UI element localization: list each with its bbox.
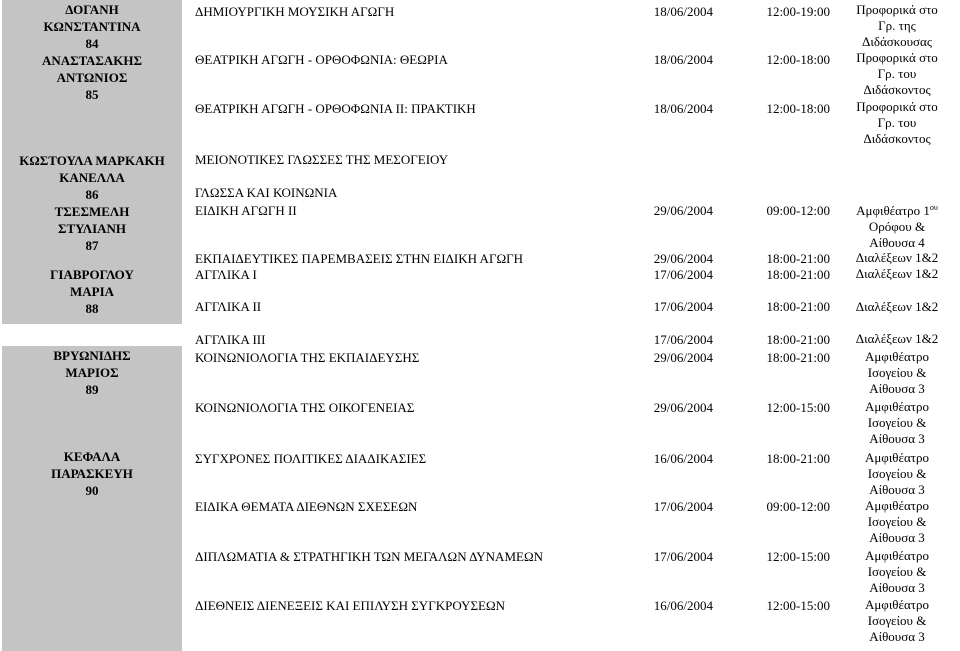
room-line (836, 365, 958, 381)
room-line (836, 299, 958, 315)
instructor-name-line: ΚΩΣΤΟΥΛΑ ΜΑΡΚΑΚΗ (19, 153, 165, 168)
course-row (0, 597, 960, 614)
room-text: Γρ. της (878, 18, 916, 33)
course-date: 18/06/2004 (653, 52, 713, 67)
room-cell (836, 50, 958, 98)
instructor-number: 88 (85, 301, 99, 316)
room-text: Αίθουσα 3 (869, 482, 925, 497)
course-time: 18:00-21:00 (766, 299, 830, 314)
room-text: Αμφιθέατρο 1 (856, 203, 930, 218)
room-line (836, 50, 958, 66)
instructor-number: 89 (85, 382, 99, 397)
room-line (836, 82, 958, 98)
room-text: Αίθουσα 3 (869, 580, 925, 595)
course-row (0, 250, 960, 267)
room-line (836, 514, 958, 530)
course-row (0, 450, 960, 467)
room-cell (836, 548, 958, 596)
room-text: Ισογείου & (867, 564, 927, 579)
room-cell (836, 2, 958, 50)
room-line (836, 66, 958, 82)
instructor-name-line: ΒΡΥΩΝΙΔΗΣ (53, 348, 131, 363)
course-time: 12:00-18:00 (766, 101, 830, 116)
room-text: Διδάσκοντος (863, 82, 931, 97)
room-line (836, 349, 958, 365)
room-superscript: ου (929, 203, 938, 212)
room-line (836, 18, 958, 34)
instructor-name-line: ΚΑΝΕΛΛΑ (59, 170, 125, 185)
course-row (0, 51, 960, 68)
room-line (836, 548, 958, 564)
course-date: 17/06/2004 (653, 549, 713, 564)
room-text: Αμφιθέατρο (864, 548, 930, 563)
course-row (0, 202, 960, 219)
instructor-name-line: ΔΟΓΑΝΗ (65, 2, 119, 17)
room-line (836, 131, 958, 147)
instructor-number: 86 (85, 187, 99, 202)
course-subject: ΜΕΙΟΝΟΤΙΚΕΣ ΓΛΩΣΣΕΣ ΤΗΣ ΜΕΣΟΓΕΙΟΥ (195, 152, 449, 167)
course-row (0, 3, 960, 20)
course-subject: ΚΟΙΝΩΝΙΟΛΟΓΙΑ ΤΗΣ ΟΙΚΟΓΕΝΕΙΑΣ (195, 400, 415, 415)
room-text: Ισογείου & (867, 365, 927, 380)
room-line (836, 250, 958, 266)
room-text: Ορόφου & (868, 219, 926, 234)
course-row (0, 498, 960, 515)
course-date: 29/06/2004 (653, 400, 713, 415)
room-text: Διαλέξεων 1&2 (855, 299, 939, 314)
room-cell (836, 597, 958, 645)
instructor-name-line: ΣΤΥΛΙΑΝΗ (57, 221, 127, 236)
course-row (0, 331, 960, 348)
room-text: Αίθουσα 3 (869, 431, 925, 446)
course-row (0, 151, 960, 168)
course-subject: ΘΕΑΤΡΙΚΗ ΑΓΩΓΗ - ΟΡΘΟΦΩΝΙΑ: ΘΕΩΡΙΑ (195, 52, 448, 67)
room-text: Διαλέξεων 1&2 (855, 250, 939, 265)
course-time: 18:00-21:00 (766, 332, 830, 347)
course-time: 18:00-21:00 (766, 267, 830, 282)
course-date: 18/06/2004 (653, 101, 713, 116)
room-text: Διαλέξεων 1&2 (855, 266, 939, 281)
course-subject: ΚΟΙΝΩΝΙΟΛΟΓΙΑ ΤΗΣ ΕΚΠΑΙΔΕΥΣΗΣ (195, 350, 420, 365)
room-text: Προφορικά στο (856, 99, 938, 114)
room-line (836, 530, 958, 546)
room-line (836, 613, 958, 629)
room-line (836, 482, 958, 498)
instructor-name-line: ΑΝΤΩΝΙΟΣ (56, 70, 128, 85)
room-line (836, 450, 958, 466)
course-time: 12:00-15:00 (766, 400, 830, 415)
room-text: Αίθουσα 3 (869, 530, 925, 545)
instructor-name-line: ΚΕΦΑΛΑ (63, 449, 121, 464)
course-subject: ΕΙΔΙΚΗ ΑΓΩΓΗ ΙΙ (195, 203, 297, 218)
room-text: Ισογείου & (867, 466, 927, 481)
room-line (836, 399, 958, 415)
course-date: 17/06/2004 (653, 499, 713, 514)
room-line (836, 99, 958, 115)
instructor-name-line: ΓΙΑΒΡΟΓΛΟΥ (50, 267, 134, 282)
room-text: Αμφιθέατρο (864, 399, 930, 414)
instructor-name-line: ΜΑΡΙΟΣ (65, 365, 119, 380)
room-text: Αίθουσα 3 (869, 629, 925, 644)
room-line (836, 580, 958, 596)
course-date: 18/06/2004 (653, 4, 713, 19)
room-line (836, 629, 958, 645)
room-line (836, 115, 958, 131)
course-subject: ΕΚΠΑΙΔΕΥΤΙΚΕΣ ΠΑΡΕΜΒΑΣΕΙΣ ΣΤΗΝ ΕΙΔΙΚΗ ΑΓΩΓΗ (195, 251, 524, 266)
room-line (836, 34, 958, 50)
course-row (0, 349, 960, 366)
room-text: Προφορικά στο (856, 50, 938, 65)
course-date: 29/06/2004 (653, 203, 713, 218)
course-subject: ΑΓΓΛΙΚΑ ΙΙΙ (195, 332, 266, 347)
room-line (836, 219, 958, 235)
room-text: Αμφιθέατρο (864, 450, 930, 465)
course-subject: ΑΓΓΛΙΚΑ ΙΙ (195, 299, 262, 314)
course-time: 09:00-12:00 (766, 499, 830, 514)
course-time: 12:00-15:00 (766, 598, 830, 613)
room-text: Αμφιθέατρο (864, 349, 930, 364)
instructor-number: 90 (85, 483, 99, 498)
course-row (0, 266, 960, 283)
course-time: 18:00-21:00 (766, 350, 830, 365)
instructor-name-line: ΜΑΡΙΑ (69, 284, 115, 299)
instructor-number: 87 (85, 238, 99, 253)
course-subject: ΘΕΑΤΡΙΚΗ ΑΓΩΓΗ - ΟΡΘΟΦΩΝΙΑ ΙΙ: ΠΡΑΚΤΙΚΗ (195, 101, 476, 116)
course-row (0, 184, 960, 201)
room-cell (836, 299, 958, 315)
course-date: 17/06/2004 (653, 267, 713, 282)
course-row (0, 100, 960, 117)
room-text: Γρ. του (877, 66, 917, 81)
course-subject: ΔΗΜΙΟΥΡΓΙΚΗ ΜΟΥΣΙΚΗ ΑΓΩΓΗ (195, 4, 395, 19)
room-line (836, 431, 958, 447)
room-cell (836, 331, 958, 347)
room-cell (836, 266, 958, 282)
room-line (836, 498, 958, 514)
course-subject: ΔΙΠΛΩΜΑΤΙΑ & ΣΤΡΑΤΗΓΙΚΗ ΤΩΝ ΜΕΓΑΛΩΝ ΔΥΝΑΜΕΩΝ (195, 549, 543, 564)
room-line (836, 266, 958, 282)
course-date: 16/06/2004 (653, 451, 713, 466)
course-time: 12:00-15:00 (766, 549, 830, 564)
room-text: Ισογείου & (867, 415, 927, 430)
room-text: Αίθουσα 4 (869, 235, 925, 250)
room-text: Ισογείου & (867, 613, 927, 628)
course-time: 18:00-21:00 (766, 251, 830, 266)
room-line (836, 415, 958, 431)
instructor-number: 84 (85, 36, 99, 51)
room-line (836, 597, 958, 613)
room-line (836, 200, 958, 219)
course-date: 16/06/2004 (653, 598, 713, 613)
course-date: 17/06/2004 (653, 332, 713, 347)
course-row (0, 548, 960, 565)
course-subject: ΓΛΩΣΣΑ ΚΑΙ ΚΟΙΝΩΝΙΑ (195, 185, 338, 200)
course-subject: ΣΥΓΧΡΟΝΕΣ ΠΟΛΙΤΙΚΕΣ ΔΙΑΔΙΚΑΣΙΕΣ (195, 451, 427, 466)
course-time: 09:00-12:00 (766, 203, 830, 218)
course-subject: ΕΙΔΙΚΑ ΘΕΜΑΤΑ ΔΙΕΘΝΩΝ ΣΧΕΣΕΩΝ (195, 499, 418, 514)
instructor-name-line: ΠΑΡΑΣΚΕΥΗ (51, 466, 133, 481)
room-cell (836, 349, 958, 397)
course-date: 17/06/2004 (653, 299, 713, 314)
room-cell (836, 399, 958, 447)
course-date: 29/06/2004 (653, 350, 713, 365)
course-row (0, 399, 960, 416)
room-text: Αμφιθέατρο (864, 498, 930, 513)
room-line (836, 2, 958, 18)
room-line (836, 564, 958, 580)
instructor-name-line: ΑΝΑΣΤΑΣΑΚΗΣ (41, 53, 143, 68)
course-date: 29/06/2004 (653, 251, 713, 266)
room-text: Προφορικά στο (856, 2, 938, 17)
room-line (836, 331, 958, 347)
room-text: Γρ. του (877, 115, 917, 130)
course-time: 18:00-21:00 (766, 451, 830, 466)
room-text: Διδάσκοντος (863, 131, 931, 146)
room-text: Διαλέξεων 1&2 (855, 331, 939, 346)
room-line (836, 235, 958, 251)
course-time: 12:00-19:00 (766, 4, 830, 19)
room-cell (836, 250, 958, 266)
course-row (0, 298, 960, 315)
room-cell (836, 450, 958, 498)
instructor-name-line: ΚΩΝΣΤΑΝΤΙΝΑ (43, 19, 141, 34)
room-line (836, 466, 958, 482)
course-time: 12:00-18:00 (766, 52, 830, 67)
instructor-number: 85 (85, 87, 99, 102)
course-subject: ΔΙΕΘΝΕΙΣ ΔΙΕΝΕΞΕΙΣ ΚΑΙ ΕΠΙΛΥΣΗ ΣΥΓΚΡΟΥΣΕΩΝ (195, 598, 506, 613)
room-cell (836, 200, 958, 251)
room-text: Αίθουσα 3 (869, 381, 925, 396)
room-text: Αμφιθέατρο (864, 597, 930, 612)
room-text: Διδάσκουσας (862, 34, 932, 49)
instructor-name-line: ΤΣΕΣΜΕΛΗ (54, 204, 130, 219)
room-cell (836, 99, 958, 147)
room-text: Ισογείου & (867, 514, 927, 529)
course-subject: ΑΓΓΛΙΚΑ Ι (195, 267, 257, 282)
room-cell (836, 498, 958, 546)
room-line (836, 381, 958, 397)
